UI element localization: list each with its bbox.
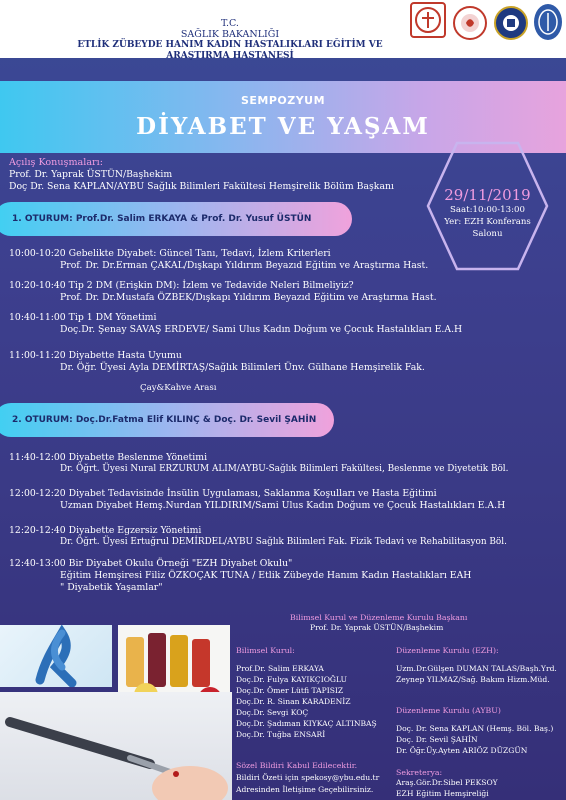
glucose-meter-photo <box>0 692 232 800</box>
opening-speaker-1: Prof. Dr. Yaprak ÜSTÜN/Başhekim <box>9 169 173 180</box>
hospital-logo <box>453 6 487 40</box>
talk-speaker: Eğitim Hemşiresi Filiz ÖZKOÇAK TUNA / Etlik Zübeyde Hanım Kadın Hastalıkları EAH <box>60 570 472 581</box>
talk-speaker: Dr. Öğrt. Üyesi Ertuğrul DEMİRDEL/AYBU Sağlık Bilimleri Fak. Fizik Tedavi ve Rehabilitasyon Böl. <box>60 537 507 547</box>
session-1-bar <box>0 202 352 236</box>
talk-speaker: Uzman Diyabet Hemş.Nurdan YILDIRIM/Sami Ulus Kadın Doğum ve Çocuk Hastalıkları E.A.H <box>60 500 506 511</box>
banner-subtitle: SEMPOZYUM <box>240 94 326 107</box>
abstract-line: Bildiri Özeti için spekosy@ybu.edu.tr <box>236 773 380 782</box>
talk-time-title: 11:40-12:00 Diyabette Beslenme Yönetimi <box>9 452 208 463</box>
event-time: Saat:10:00-13:00 <box>450 205 525 215</box>
session-2-title: 2. OTURUM: Doç.Dr.Fatma Elif KILINÇ & Doç. Dr. Sevil ŞAHİN <box>12 415 317 425</box>
talk-time-title: 10:20-10:40 Tip 2 DM (Erişkin DM): İzlem ve Tedavide Neleri Bilmeliyiz? <box>9 280 354 291</box>
awareness-ribbon-photo <box>0 625 112 687</box>
university-logo-2 <box>532 2 564 42</box>
talk-time-title: 12:00-12:20 Diyabet Tedavisinde İnsülin Uygulaması, Saklanma Koşulları ve Hasta Eğitimi <box>9 488 437 499</box>
talk-time-title: 12:20-12:40 Diyabette Egzersiz Yönetimi <box>9 525 202 536</box>
talk-speaker: Prof. Dr. Dr.Mustafa ÖZBEK/Dışkapı Yıldırım Beyazıd Eğitim ve Araştırma Hast. <box>60 292 437 303</box>
org-ezh-member: Zeynep YILMAZ/Sağ. Bakım Hizm.Müd. <box>396 675 550 684</box>
org-aybu-member: Doç. Dr. Sena KAPLAN (Hemş. Böl. Baş.) <box>396 724 554 733</box>
event-place-2: Salonu <box>472 229 503 239</box>
coffee-break: Çay&Kahve Arası <box>140 383 217 393</box>
event-date: 29/11/2019 <box>444 186 531 204</box>
org-aybu-label: Düzenleme Kurulu (AYBU) <box>396 706 501 715</box>
talk-time-title: 11:00-11:20 Diyabette Hasta Uyumu <box>9 350 182 361</box>
talk-time-title: 12:40-13:00 Bir Diyabet Okulu Örneği "EZH Diyabet Okulu" <box>9 558 293 569</box>
org-aybu-member: Doç. Dr. Sevil ŞAHİN <box>396 735 478 744</box>
opening-speaker-2: Doç Dr. Sena KAPLAN/AYBU Sağlık Bilimleri Fakültesi Hemşirelik Bölüm Başkanı <box>9 181 394 192</box>
committee-head-label: Bilimsel Kurul ve Düzenleme Kurulu Başkanı <box>290 613 468 622</box>
header-line-ministry: SAĞLIK BAKANLIĞI <box>180 29 280 40</box>
scientific-member: Doç.Dr. Fulya KAYIKÇIOĞLU <box>236 675 348 684</box>
committee-head-name: Prof. Dr. Yaprak ÜSTÜN/Başhekim <box>310 623 444 632</box>
talk-time-title: 10:40-11:00 Tip 1 DM Yönetimi <box>9 312 157 323</box>
scientific-committee-label: Bilimsel Kurul: <box>236 646 295 655</box>
abstract-line: Adresinden İletişime Geçebilirsiniz. <box>236 785 374 794</box>
secretariat-label: Sekreterya: <box>396 768 443 777</box>
talk-speaker: Doç.Dr. Şenay SAVAŞ ERDEVE/ Sami Ulus Kadın Doğum ve Çocuk Hastalıkları E.A.H <box>60 324 463 335</box>
talk-time-title: 10:00-10:20 Gebelikte Diyabet: Güncel Tanı, Tedavi, İzlem Kriterleri <box>9 248 331 259</box>
opening-label: Açılış Konuşmaları: <box>9 157 103 168</box>
scientific-member: Doç.Dr. Şadıman KIYKAÇ ALTINBAŞ <box>236 719 377 728</box>
session-1-title: 1. OTURUM: Prof.Dr. Salim ERKAYA & Prof. Dr. Yusuf ÜSTÜN <box>12 214 312 224</box>
abstract-label: Sözel Bildiri Kabul Edilecektir. <box>236 761 358 770</box>
header <box>0 0 566 61</box>
talk-speaker: Dr. Öğrt. Üyesi Nural ERZURUM ALIM/AYBU-Sağlık Bilimleri Fakültesi, Beslenme ve Diyetetik Böl. <box>60 464 509 474</box>
event-place-1: Yer: EZH Konferans <box>444 217 531 227</box>
talk-speaker: Prof. Dr. Dr.Erman ÇAKAL/Dışkapı Yıldırım Beyazıd Eğitim ve Araştırma Hast. <box>60 260 429 271</box>
ministry-logo <box>410 2 446 38</box>
banner-title: DİYABET VE YAŞAM <box>136 113 430 140</box>
scientific-member: Doç.Dr. Tuğba ENSARİ <box>236 730 326 739</box>
header-line-hospital: ETLİK ZÜBEYDE HANIM KADIN HASTALIKLARI EĞİTİM VE ARAŞTIRMA HASTANESİ <box>77 40 383 61</box>
university-logo-1 <box>494 6 528 40</box>
org-ezh-member: Uzm.Dr.Gülşen DUMAN TALAS/Başh.Yrd. <box>396 664 557 673</box>
secretariat-member: Araş.Gör.Dr.Sibel PEKSOY <box>396 778 498 787</box>
talk-speaker: Dr. Öğr. Üyesi Ayla DEMİRTAŞ/Sağlık Bilimleri Ünv. Gülhane Hemşirelik Fak. <box>60 362 425 373</box>
scientific-member: Doç.Dr. R. Sinan KARADENİZ <box>236 697 351 706</box>
org-ezh-label: Düzenleme Kurulu (EZH): <box>396 646 499 655</box>
scientific-member: Doç.Dr. Ömer Lütfi TAPISIZ <box>236 686 344 695</box>
scientific-member: Prof.Dr. Salim ERKAYA <box>236 664 324 673</box>
talk-note: " Diyabetik Yaşamlar" <box>60 582 163 593</box>
scientific-member: Doç.Dr. Sevgi KOÇ <box>236 708 309 717</box>
header-line-tc: T.C. <box>221 18 239 29</box>
session-2-bar <box>0 403 334 437</box>
org-aybu-member: Dr. Öğr.Üy.Ayten ARIÖZ DÜZGÜN <box>396 746 528 755</box>
secretariat-member: EZH Eğitim Hemşireliği <box>396 789 489 798</box>
